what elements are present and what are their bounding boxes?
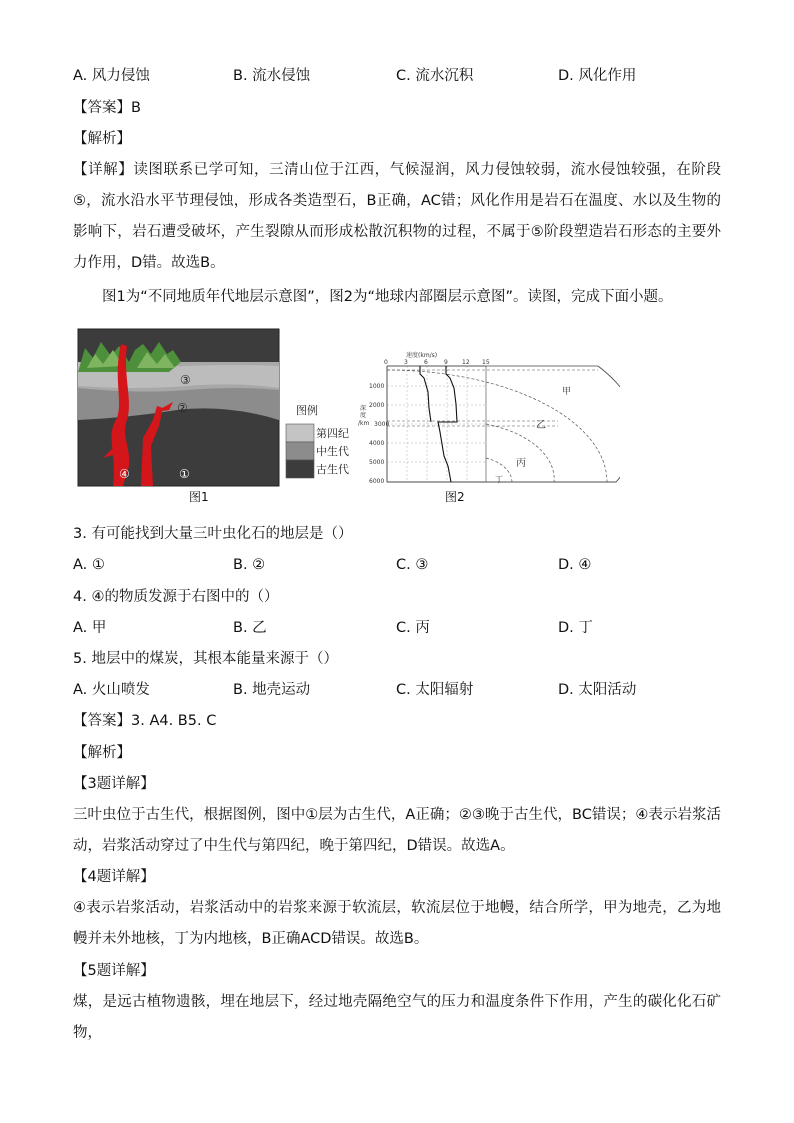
detail-3-label: 【3题详解】 xyxy=(73,776,155,792)
zone-yi: 乙 xyxy=(536,420,546,431)
s-wave-curve xyxy=(420,366,431,422)
option-b: B. 地壳运动 xyxy=(233,682,311,698)
layer-label-1: ① xyxy=(179,467,190,481)
zone-jia: 甲 xyxy=(562,387,572,397)
speed-tick: 3 xyxy=(404,359,408,366)
legend-quaternary: 第四纪 xyxy=(316,427,349,440)
option-c: C. ③ xyxy=(396,557,429,573)
option-b: B. 流水侵蚀 xyxy=(233,68,311,84)
depth-tick: 1000 xyxy=(369,383,385,390)
speed-tick: 15 xyxy=(482,359,490,366)
figure-1-caption: 图1 xyxy=(189,490,209,504)
depth-label-char: 深 xyxy=(360,405,367,412)
depth-label-char: /km xyxy=(358,420,370,427)
question-5-options xyxy=(73,680,713,700)
question-3-stem: 3. 有可能找到大量三叶虫化石的地层是（） xyxy=(73,526,353,542)
layer-label-4: ④ xyxy=(119,467,130,481)
depth-axis-label xyxy=(358,404,369,427)
option-a: A. 甲 xyxy=(73,620,107,636)
depth-tick: 5000 xyxy=(369,459,385,466)
prev-question-options xyxy=(73,66,713,86)
option-b: B. ② xyxy=(233,557,266,573)
depth-label-char: 度 xyxy=(360,412,367,419)
figure-2-earth-layers xyxy=(358,348,620,488)
layer-label-3: ③ xyxy=(180,373,191,387)
option-c: C. 流水沉积 xyxy=(396,68,474,84)
zone-bing: 丙 xyxy=(516,458,526,469)
depth-tick: 6000 xyxy=(369,478,385,485)
option-a: A. 风力侵蚀 xyxy=(73,68,150,84)
figure-1-legend xyxy=(284,400,356,486)
legend-title: 图例 xyxy=(296,404,318,417)
option-d: D. 太阳活动 xyxy=(558,682,637,698)
zone-ding: 丁 xyxy=(495,475,503,484)
option-b: B. 乙 xyxy=(233,620,267,636)
legend-mesozoic: 中生代 xyxy=(316,445,349,458)
question-4-stem: 4. ④的物质发源于右图中的（） xyxy=(73,589,279,605)
option-d: D. 丁 xyxy=(558,620,593,636)
layer-label-2: ② xyxy=(177,401,188,415)
figure-2-caption: 图2 xyxy=(445,490,465,504)
speed-tick: 9 xyxy=(444,359,448,366)
analysis-label-prev: 【解析】 xyxy=(73,131,131,147)
depth-tick: 2000 xyxy=(369,402,385,409)
speed-ticks xyxy=(384,359,490,366)
answer-prev: 【答案】B xyxy=(73,100,141,116)
analysis-label: 【解析】 xyxy=(73,745,131,761)
option-c: C. 太阳辐射 xyxy=(396,682,474,698)
option-a: A. ① xyxy=(73,557,105,573)
depth-tick: 3000 xyxy=(374,421,390,428)
option-d: D. ④ xyxy=(558,557,592,573)
detail-4-label: 【4题详解】 xyxy=(73,869,155,885)
depth-ticks xyxy=(369,383,389,485)
option-c: C. 丙 xyxy=(396,620,430,636)
speed-tick: 0 xyxy=(384,359,388,366)
speed-tick: 12 xyxy=(462,359,470,366)
question-4-options xyxy=(73,618,713,638)
detail-5: 煤，是远古植物遗骸，埋在地层下，经过地壳隔绝空气的压力和温度条件下作用，产生的碳化化石矿物， xyxy=(73,994,721,1041)
chart-grid xyxy=(387,366,486,482)
figure-1-strata xyxy=(77,328,281,488)
speed-tick: 6 xyxy=(424,359,428,366)
question-5-stem: 5. 地层中的煤炭，其根本能量来源于（） xyxy=(73,651,338,667)
legend-paleozoic: 古生代 xyxy=(316,463,349,476)
detail-4: ④表示岩浆活动，岩浆活动中的岩浆来源于软流层，软流层位于地幔，结合所学，甲为地壳，乙为地幔并未外地核，丁为内地核，B正确ACD错误。故选B。 xyxy=(73,900,721,947)
option-a: A. 火山喷发 xyxy=(73,682,150,698)
answer-3-5: 【答案】3. A4. B5. C xyxy=(73,713,217,729)
speed-axis-label: 速度(km/s) xyxy=(406,352,438,359)
detail-prev: 【详解】读图联系已学可知，三清山位于江西，气候湿润，风力侵蚀较弱，流水侵蚀较强，在阶段⑤，流水沿水平节理侵蚀，形成各类造型石，B正确，AC错；风化作用是岩石在温度、水以及生物的影响下，岩石遭受破坏，产生裂隙从而形成松散沉积物的过程，不属于⑤阶段塑造岩石形态的主要外力作用，D错。故选B。 xyxy=(73,162,721,271)
question-3-options xyxy=(73,555,713,575)
depth-tick: 4000 xyxy=(369,440,385,447)
detail-5-label: 【5题详解】 xyxy=(73,963,155,979)
detail-3: 三叶虫位于古生代，根据图例，图中①层为古生代，A正确；②③晚于古生代，BC错误；④表示岩浆活动，岩浆活动穿过了中生代与第四纪，晚于第四纪，D错误。故选A。 xyxy=(73,807,721,854)
option-d: D. 风化作用 xyxy=(558,68,637,84)
intro-text: 图1为“不同地质年代地层示意图”，图2为“地球内部圈层示意图”。读图，完成下面小题。 xyxy=(102,289,673,305)
